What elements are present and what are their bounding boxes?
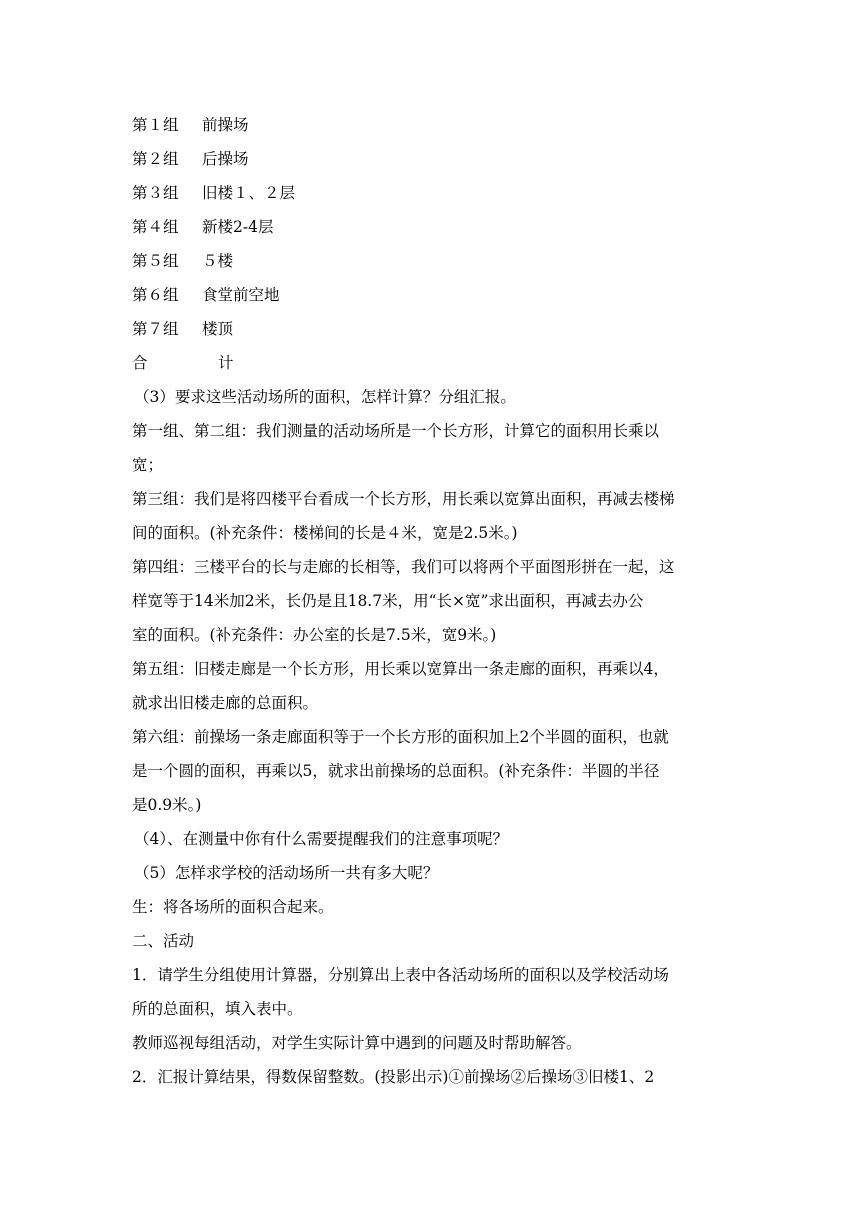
group-row <box>132 312 744 346</box>
group-row <box>132 210 744 244</box>
total-row <box>132 346 744 380</box>
group-row <box>132 244 744 278</box>
group-row <box>132 142 744 176</box>
group-row <box>132 108 744 142</box>
group-place: 旧楼１、２层 <box>202 184 296 202</box>
paragraph-activity-2: 2．汇报计算结果，得数保留整数。(投影出示)①前操场②后操场③旧楼1、2 <box>132 1068 655 1086</box>
document-content <box>132 108 744 1094</box>
paragraph-question-5: （5）怎样求学校的活动场所一共有多大呢？ <box>134 864 439 882</box>
group-label: 第５组 <box>132 252 179 270</box>
group-label: 第２组 <box>132 150 179 168</box>
total-label-right: 计 <box>218 354 234 372</box>
group-place: 后操场 <box>202 150 249 168</box>
paragraph-activity-1-cont: 所的总面积，填入表中。 <box>132 1000 303 1018</box>
paragraph-question-3: （3）要求这些活动场所的面积，怎样计算？分组汇报。 <box>134 388 516 406</box>
group-label: 第７组 <box>132 320 179 338</box>
paragraph-question-4: （4）、在测量中你有什么需要提醒我们的注意事项呢？ <box>134 830 509 848</box>
paragraph-group-5-cont: 就求出旧楼走廊的总面积。 <box>132 694 319 712</box>
group-place: ５楼 <box>202 252 234 270</box>
paragraph-activity-1: 1．请学生分组使用计算器，分别算出上表中各活动场所的面积以及学校活动场 <box>132 966 669 984</box>
paragraph-group-4: 第四组：三楼平台的长与走廊的长相等，我们可以将两个平面图形拼在一起，这 <box>132 558 675 576</box>
paragraph-group-3: 第三组：我们是将四楼平台看成一个长方形，用长乘以宽算出面积，再减去楼梯 <box>132 490 675 508</box>
group-place: 新楼2-4层 <box>202 218 274 236</box>
paragraph-teacher: 教师巡视每组活动，对学生实际计算中遇到的问题及时帮助解答。 <box>132 1034 582 1052</box>
paragraph-group-4-cont2: 室的面积。(补充条件：办公室的长是7.5米，宽9米。) <box>132 626 497 644</box>
paragraph-group-5: 第五组：旧楼走廊是一个长方形，用长乘以宽算出一条走廊的面积，再乘以4， <box>132 660 669 678</box>
section-heading-activity: 二、活动 <box>132 932 195 950</box>
paragraph-group-3-cont: 间的面积。(补充条件：楼梯间的长是４米，宽是2.5米。) <box>132 524 518 542</box>
group-label: 第６组 <box>132 286 179 304</box>
paragraph-group-1-2-cont: 宽； <box>132 456 164 474</box>
group-place: 前操场 <box>202 116 249 134</box>
group-row <box>132 176 744 210</box>
group-row <box>132 278 744 312</box>
paragraph-group-6: 第六组：前操场一条走廊面积等于一个长方形的面积加上2个半圆的面积，也就 <box>132 728 669 746</box>
paragraph-group-6-cont2: 是0.9米。) <box>132 796 202 814</box>
paragraph-student-answer: 生：将各场所的面积合起来。 <box>132 898 334 916</box>
paragraph-group-4-cont: 样宽等于14米加2米，长仍是且18.7米，用“长×宽”求出面积，再减去办公 <box>132 592 644 610</box>
paragraph-group-1-2: 第一组、第二组：我们测量的活动场所是一个长方形，计算它的面积用长乘以 <box>132 422 660 440</box>
paragraph-group-6-cont: 是一个圆的面积，再乘以5，就求出前操场的总面积。(补充条件：半圆的半径 <box>132 762 660 780</box>
total-label-left: 合 <box>132 354 148 372</box>
group-place: 楼顶 <box>202 320 234 338</box>
group-label: 第１组 <box>132 116 179 134</box>
group-place: 食堂前空地 <box>202 286 280 304</box>
group-label: 第３组 <box>132 184 179 202</box>
group-label: 第４组 <box>132 218 179 236</box>
